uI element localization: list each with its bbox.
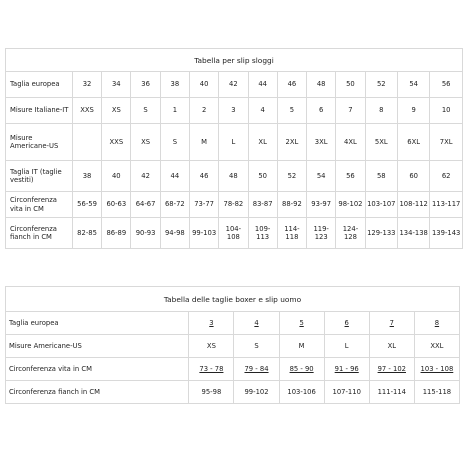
row-label: Taglia europea — [6, 312, 189, 335]
table-row — [6, 98, 463, 124]
table-row — [6, 335, 460, 358]
table-cell: 7 — [369, 312, 414, 335]
table-cell: 58 — [365, 161, 397, 192]
table-cell: 108-112 — [397, 192, 429, 218]
row-label: Circonferenza vita in CM — [6, 192, 73, 218]
table-cell: 103-107 — [365, 192, 397, 218]
table-cell: 6 — [324, 312, 369, 335]
table-cell: 86-89 — [102, 218, 131, 249]
table-cell: 60-63 — [102, 192, 131, 218]
table-cell: 99-103 — [189, 218, 218, 249]
sloggi-table-title: Tabella per slip sloggi — [6, 49, 463, 72]
table-cell: 50 — [248, 161, 277, 192]
table-cell: 6 — [307, 98, 336, 124]
table-cell: 97 - 102 — [369, 358, 414, 381]
table-cell: 32 — [72, 72, 101, 98]
table-cell: 52 — [365, 72, 397, 98]
table-cell: 48 — [307, 72, 336, 98]
table-row — [6, 218, 463, 249]
table-cell: 56 — [336, 161, 365, 192]
boxer-table-title: Tabella delle taglie boxer e slip uomo — [6, 287, 460, 312]
table-cell: M — [279, 335, 324, 358]
table-cell: 111-114 — [369, 381, 414, 404]
table-row — [6, 72, 463, 98]
table-cell: 56 — [430, 72, 463, 98]
table-cell: XL — [248, 124, 277, 161]
table-cell: 109-113 — [248, 218, 277, 249]
table-cell: 44 — [160, 161, 189, 192]
table-cell: 90-93 — [131, 218, 160, 249]
table-cell: 91 - 96 — [324, 358, 369, 381]
table-cell: 129-133 — [365, 218, 397, 249]
table-cell: 78-82 — [219, 192, 248, 218]
table-cell: 8 — [414, 312, 459, 335]
table-cell: XXS — [102, 124, 131, 161]
table-row — [6, 381, 460, 404]
table-cell: 40 — [189, 72, 218, 98]
table-cell: 7XL — [430, 124, 463, 161]
table-cell: S — [131, 98, 160, 124]
table-cell: 5 — [277, 98, 306, 124]
table-cell: L — [324, 335, 369, 358]
table-cell: 139-143 — [430, 218, 463, 249]
row-label: Taglia europea — [6, 72, 73, 98]
table-cell — [72, 124, 101, 161]
sloggi-size-table — [5, 48, 463, 249]
table-cell: 88-92 — [277, 192, 306, 218]
table-cell: S — [160, 124, 189, 161]
table-cell: 98-102 — [336, 192, 365, 218]
table-cell: 48 — [219, 161, 248, 192]
table-cell: 79 - 84 — [234, 358, 279, 381]
table-cell: 38 — [72, 161, 101, 192]
table-cell: 3XL — [307, 124, 336, 161]
table-cell: 119-123 — [307, 218, 336, 249]
table-cell: XS — [102, 98, 131, 124]
table-row — [6, 161, 463, 192]
boxer-size-table-container — [5, 286, 452, 404]
table-cell: 4 — [248, 98, 277, 124]
row-label: Misure Italiane-IT — [6, 98, 73, 124]
row-label: Taglia IT (taglie vestiti) — [6, 161, 73, 192]
table-cell: 2 — [189, 98, 218, 124]
table-cell: 10 — [430, 98, 463, 124]
table-cell: 73-77 — [189, 192, 218, 218]
table-cell: 6XL — [397, 124, 429, 161]
table-cell: 114-118 — [277, 218, 306, 249]
table-cell: 85 - 90 — [279, 358, 324, 381]
table-cell: 94-98 — [160, 218, 189, 249]
table-cell: 3 — [219, 98, 248, 124]
table-cell: 64-67 — [131, 192, 160, 218]
table-cell: 38 — [160, 72, 189, 98]
table-cell: 103-106 — [279, 381, 324, 404]
table-cell: 5 — [279, 312, 324, 335]
table-row — [6, 358, 460, 381]
table-cell: 2XL — [277, 124, 306, 161]
table-cell: XXL — [414, 335, 459, 358]
table-cell: 46 — [189, 161, 218, 192]
table-cell: 103 - 108 — [414, 358, 459, 381]
table-cell: 60 — [397, 161, 429, 192]
row-label: Circonferenza vita in CM — [6, 358, 189, 381]
table-cell: 40 — [102, 161, 131, 192]
table-cell: 73 - 78 — [189, 358, 234, 381]
boxer-size-table — [5, 286, 460, 404]
table-cell: L — [219, 124, 248, 161]
table-cell: 50 — [336, 72, 365, 98]
table-cell: 3 — [189, 312, 234, 335]
table-cell: 42 — [131, 161, 160, 192]
table-cell: 42 — [219, 72, 248, 98]
sloggi-size-table-container — [5, 48, 461, 249]
table-cell: 54 — [397, 72, 429, 98]
table-cell: 46 — [277, 72, 306, 98]
table-cell: 82-85 — [72, 218, 101, 249]
table-cell: 83-87 — [248, 192, 277, 218]
table-cell: 44 — [248, 72, 277, 98]
row-label: Misure Americane-US — [6, 124, 73, 161]
table-cell: 8 — [365, 98, 397, 124]
table-cell: M — [189, 124, 218, 161]
table-cell: XS — [131, 124, 160, 161]
row-label: Circonferenza fianch in CM — [6, 218, 73, 249]
table-cell: XS — [189, 335, 234, 358]
table-cell: XXS — [72, 98, 101, 124]
table-cell: 4 — [234, 312, 279, 335]
table-cell: 113-117 — [430, 192, 463, 218]
table-cell: 4XL — [336, 124, 365, 161]
table-cell: 104-108 — [219, 218, 248, 249]
table-cell: XL — [369, 335, 414, 358]
table-cell: 36 — [131, 72, 160, 98]
table-row — [6, 312, 460, 335]
table-cell: 62 — [430, 161, 463, 192]
table-cell: 107-110 — [324, 381, 369, 404]
table-cell: 9 — [397, 98, 429, 124]
table-cell: 115-118 — [414, 381, 459, 404]
table-cell: 1 — [160, 98, 189, 124]
table-cell: 56-59 — [72, 192, 101, 218]
table-cell: 7 — [336, 98, 365, 124]
row-label: Misure Americane-US — [6, 335, 189, 358]
table-cell: 99-102 — [234, 381, 279, 404]
table-cell: 93-97 — [307, 192, 336, 218]
table-cell: 54 — [307, 161, 336, 192]
table-cell: 124-128 — [336, 218, 365, 249]
table-cell: 34 — [102, 72, 131, 98]
table-cell: 134-138 — [397, 218, 429, 249]
table-cell: 52 — [277, 161, 306, 192]
row-label: Circonferenza fianch in CM — [6, 381, 189, 404]
table-row — [6, 124, 463, 161]
table-cell: 95-98 — [189, 381, 234, 404]
table-cell: 5XL — [365, 124, 397, 161]
table-cell: 68-72 — [160, 192, 189, 218]
table-cell: S — [234, 335, 279, 358]
table-row — [6, 192, 463, 218]
